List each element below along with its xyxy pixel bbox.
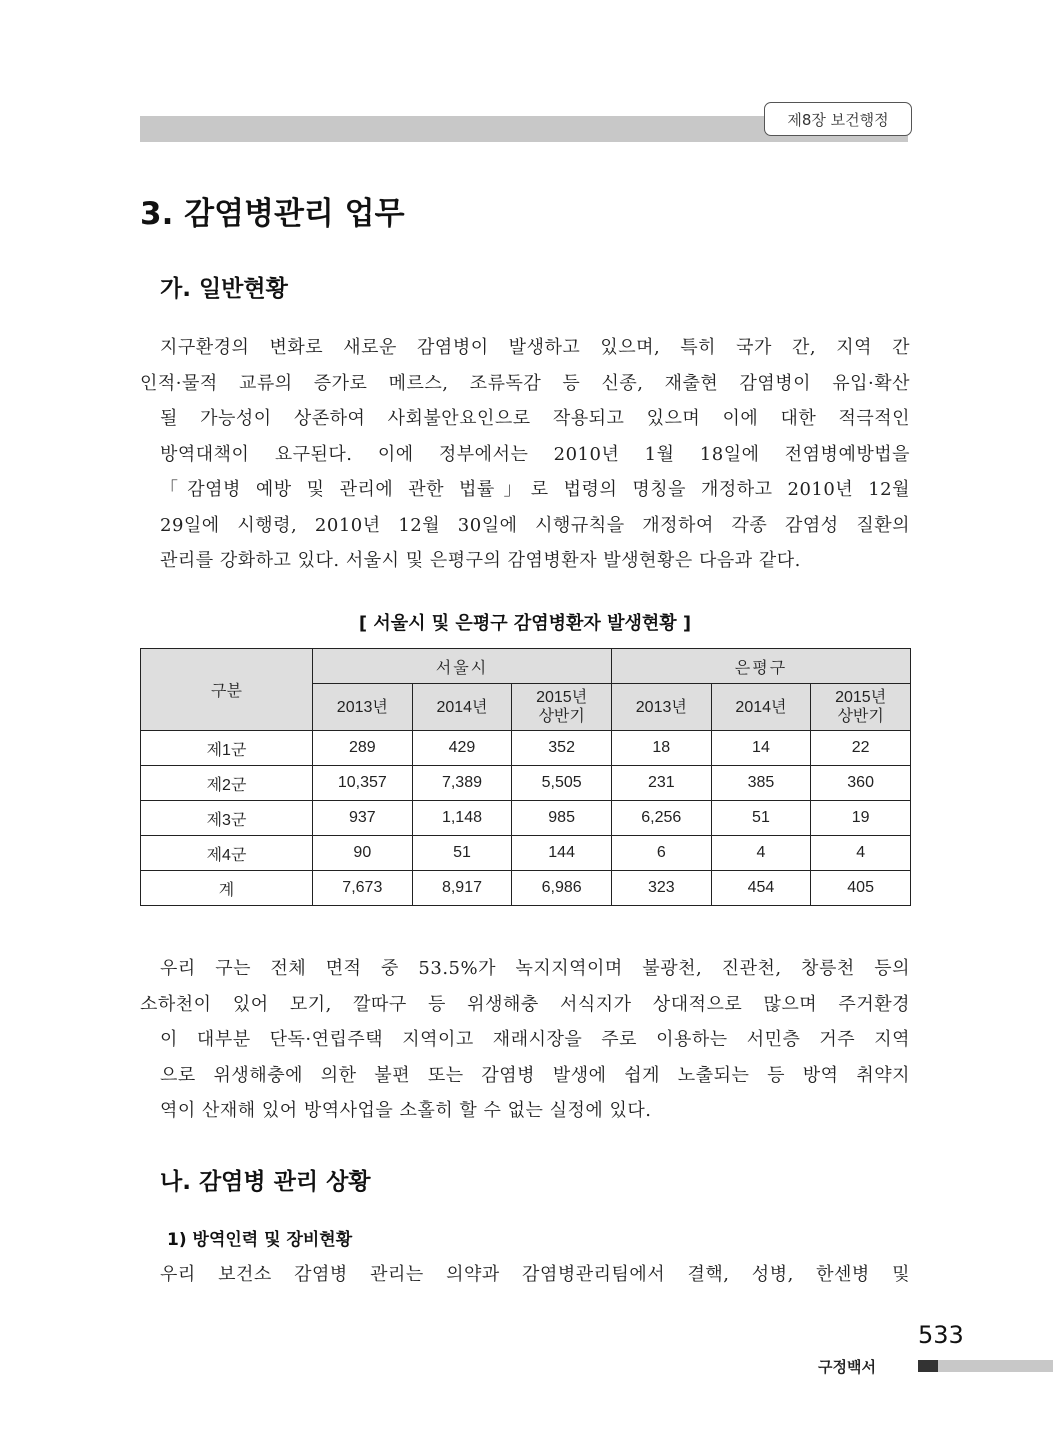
page-number: 533 <box>918 1321 964 1349</box>
paragraph-line: 우리 구는 전체 면적 중 53.5%가 녹지지역이며 불광천, 진관천, 창릉천 등의 <box>160 958 910 979</box>
paragraph-line: 이 대부분 단독·연립주택 지역이고 재래시장을 주로 이용하는 서민층 거주 지역 <box>160 1029 910 1050</box>
row-label: 제2군 <box>141 766 313 801</box>
year-header: 2014년 <box>711 684 811 731</box>
row-label: 제1군 <box>141 731 313 766</box>
table-row <box>141 766 911 801</box>
paragraph-line: 으로 위생해충에 의한 불편 또는 감염병 발생에 쉽게 노출되는 등 방역 취약지 <box>160 1064 910 1086</box>
table-cell: 937 <box>313 801 413 836</box>
table-cell: 1,148 <box>412 801 512 836</box>
table-cell: 352 <box>512 731 612 766</box>
table-cell: 10,357 <box>313 766 413 801</box>
table-cell: 289 <box>313 731 413 766</box>
chapter-tab: 제8장 보건행정 <box>764 102 912 136</box>
table-cell: 7,673 <box>313 871 413 906</box>
table-cell: 7,389 <box>412 766 512 801</box>
table-cell: 6 <box>611 836 711 871</box>
table-cell: 985 <box>512 801 612 836</box>
table-row-total <box>141 871 911 906</box>
paragraph-line: 「감염병 예방 및 관리에 관한 법률」로 법령의 명칭을 개정하고 2010년 12월 <box>160 479 910 500</box>
table-row <box>141 801 911 836</box>
table-cell: 5,505 <box>512 766 612 801</box>
subsection-title-general: 가. 일반현황 <box>160 276 288 302</box>
footer-bar-light <box>938 1360 1053 1372</box>
row-header-cell: 구분 <box>141 649 313 731</box>
table-cell: 6,256 <box>611 801 711 836</box>
paragraph-line: 방역대책이 요구된다. 이에 정부에서는 2010년 1월 18일에 전염병예방법을 <box>160 443 910 465</box>
subsection-title-management: 나. 감염병 관리 상황 <box>160 1169 371 1195</box>
row-label: 제3군 <box>141 801 313 836</box>
footer-label: 구정백서 <box>818 1358 876 1376</box>
table-row <box>141 731 911 766</box>
paragraph-line: 역이 산재해 있어 방역사업을 소홀히 할 수 없는 실정에 있다. <box>160 1100 652 1121</box>
table-cell: 51 <box>412 836 512 871</box>
table-caption: [ 서울시 및 은평구 감염병환자 발생현황 ] <box>358 613 692 634</box>
table-cell: 14 <box>711 731 811 766</box>
section-title: 3. 감염병관리 업무 <box>140 196 405 232</box>
year-header: 2014년 <box>412 684 512 731</box>
row-label: 제4군 <box>141 836 313 871</box>
paragraph-line: 관리를 강화하고 있다. 서울시 및 은평구의 감염병환자 발생현황은 다음과 같다. <box>160 550 801 571</box>
paragraph-general-status <box>140 330 910 579</box>
table-cell: 90 <box>313 836 413 871</box>
paragraph-line: 될 가능성이 상존하여 사회불안요인으로 작용되고 있으며 이에 대한 적극적인 <box>160 408 910 429</box>
table-cell: 429 <box>412 731 512 766</box>
table-cell: 405 <box>811 871 911 906</box>
infection-stats-table <box>140 648 911 906</box>
table-cell: 231 <box>611 766 711 801</box>
table-cell: 4 <box>711 836 811 871</box>
paragraph-line: 소하천이 있어 모기, 깔따구 등 위생해충 서식지가 상대적으로 많으며 주거환경 <box>140 993 910 1015</box>
table-cell: 18 <box>611 731 711 766</box>
year-header: 2013년 <box>611 684 711 731</box>
year-header: 2015년 상반기 <box>512 684 612 731</box>
group-header-seoul: 서울시 <box>313 649 612 684</box>
paragraph-district-environment <box>140 951 910 1129</box>
paragraph-line: 29일에 시행령, 2010년 12월 30일에 시행규칙을 개정하여 각종 감염성 질환의 <box>160 514 910 536</box>
table-cell: 360 <box>811 766 911 801</box>
table-cell: 454 <box>711 871 811 906</box>
table-cell: 19 <box>811 801 911 836</box>
row-label: 계 <box>141 871 313 906</box>
paragraph-line: 인적·물적 교류의 증가로 메르스, 조류독감 등 신종, 재출현 감염병이 유입·확산 <box>140 372 910 394</box>
table-cell: 385 <box>711 766 811 801</box>
table-cell: 323 <box>611 871 711 906</box>
table-cell: 4 <box>811 836 911 871</box>
paragraph-line: 지구환경의 변화로 새로운 감염병이 발생하고 있으며, 특히 국가 간, 지역 간 <box>160 337 910 358</box>
paragraph-staff-equipment <box>140 1257 910 1293</box>
table-cell: 51 <box>711 801 811 836</box>
year-header: 2013년 <box>313 684 413 731</box>
paragraph-line: 우리 보건소 감염병 관리는 의약과 감염병관리팀에서 결핵, 성병, 한센병 및 <box>160 1264 910 1285</box>
table-cell: 6,986 <box>512 871 612 906</box>
table-cell: 22 <box>811 731 911 766</box>
year-header: 2015년 상반기 <box>811 684 911 731</box>
table-cell: 144 <box>512 836 612 871</box>
group-header-eunpyeong: 은평구 <box>611 649 910 684</box>
table-cell: 8,917 <box>412 871 512 906</box>
table-row <box>141 836 911 871</box>
footer-bar-dark <box>918 1360 938 1372</box>
item-title-staff-equipment: 1) 방역인력 및 장비현황 <box>167 1230 353 1250</box>
